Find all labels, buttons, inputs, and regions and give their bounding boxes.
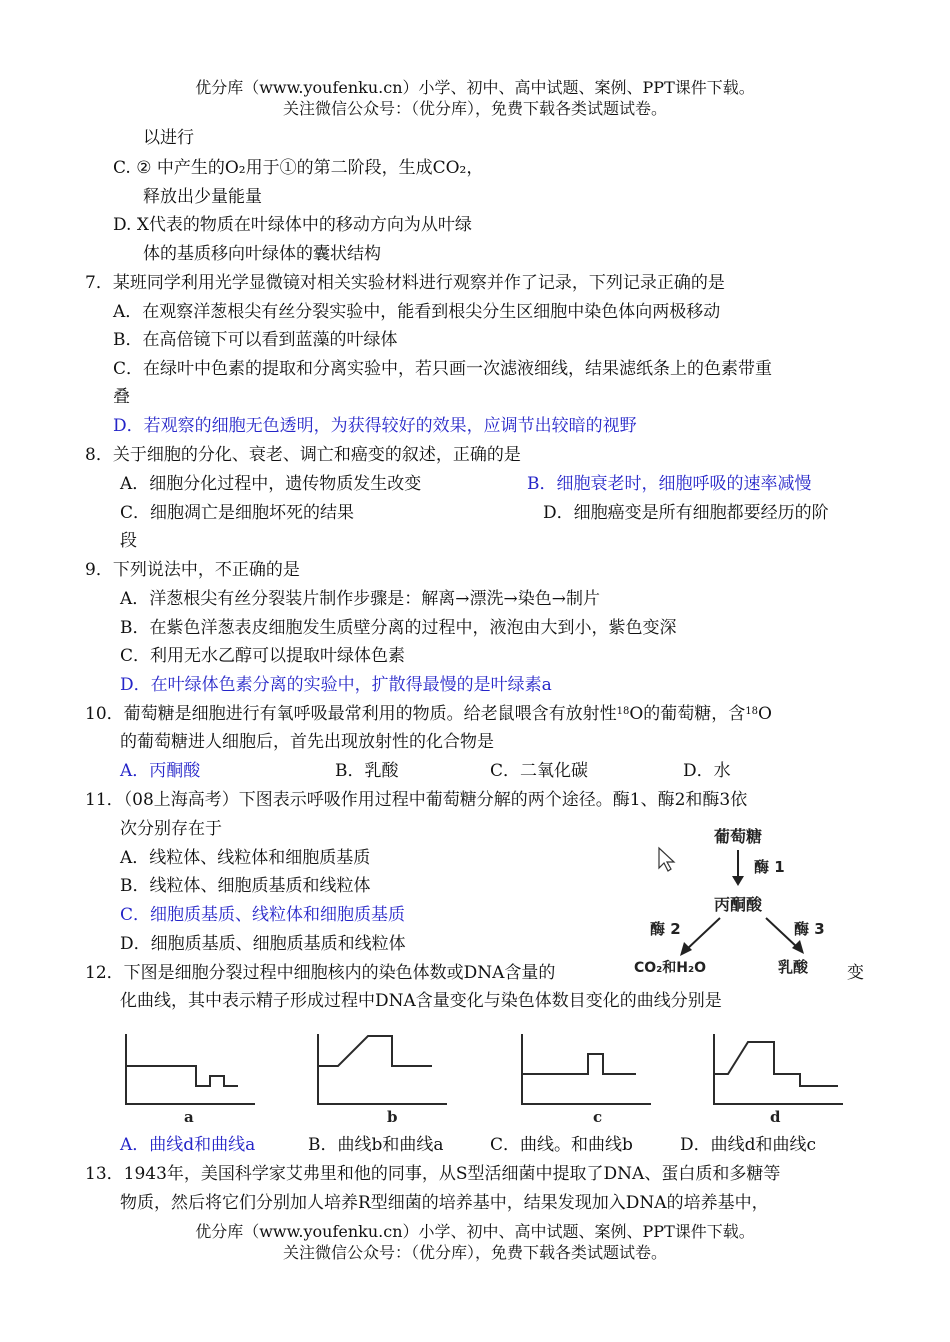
q11-option-d: D．细胞质基质、细胞质基质和线粒体 xyxy=(120,934,406,954)
page-header-line2: 关注微信公众号：（优分库），免费下载各类试题试卷。 xyxy=(282,99,667,118)
q10-stem: 10．葡萄糖是细胞进行有氧呼吸最常利用的物质。给老鼠喂含有放射性$^{18}$O的葡萄糖，含$^{18}$O xyxy=(85,704,772,724)
q12-option-a-answer: A．曲线d和曲线a xyxy=(120,1135,256,1155)
q7-option-b: B．在高倍镜下可以看到蓝藻的叶绿体 xyxy=(113,330,398,350)
q12-stem-cont: 化曲线，其中表示精子形成过程中DNA含量变化与染色体数目变化的曲线分别是 xyxy=(120,991,722,1011)
q8-option-d: D．细胞癌变是所有细胞都要经历的阶 xyxy=(543,503,829,523)
q11-option-b: B．线粒体、细胞质基质和线粒体 xyxy=(120,876,371,896)
diagram-glucose-label: 葡萄糖 xyxy=(714,827,763,846)
q6-option-c: C. ② 中产生的O₂用于①的第二阶段，生成CO₂， xyxy=(113,158,484,178)
q10-stem-cont: 的葡萄糖进人细胞后，首先出现放射性的化合物是 xyxy=(120,732,494,752)
curve-b-axes xyxy=(318,1034,447,1104)
curve-a-axes xyxy=(126,1034,255,1104)
q8-option-a: A．细胞分化过程中，遗传物质发生改变 xyxy=(120,474,422,494)
q13-stem: 13．1943年，美国科学家艾弗里和他的同事，从S型活细菌中提取了DNA、蛋白质和多糖等 xyxy=(85,1164,781,1184)
q10-option-c: C．二氧化碳 xyxy=(490,761,589,781)
q11-stem-cont: 次分别存在于 xyxy=(120,819,222,839)
curve-label-d: d xyxy=(770,1108,781,1126)
q8-stem: 8．关于细胞的分化、衰老、调亡和癌变的叙述，正确的是 xyxy=(85,445,521,465)
diagram-co2-h2o-label: CO₂和H₂O xyxy=(634,960,707,976)
q7-option-c-cont: 叠 xyxy=(113,387,130,407)
curve-label-b: b xyxy=(387,1108,398,1126)
diagram-enzyme3-label: 酶 3 xyxy=(794,920,825,938)
q12-option-c: C．曲线。和曲线b xyxy=(490,1135,633,1155)
arrow-head-right xyxy=(792,940,804,954)
q12-option-b: B．曲线b和曲线a xyxy=(308,1135,444,1155)
q13-stem-cont: 物质，然后将它们分别加人培养R型细菌的培养基中，结果发现加入DNA的培养基中， xyxy=(120,1193,769,1213)
q7-option-a: A．在观察洋葱根尖有丝分裂实验中，能看到根尖分生区细胞中染色体向两极移动 xyxy=(113,302,721,322)
q9-option-d-answer: D．在叶绿体色素分离的实验中，扩散得最慢的是叶绿素a xyxy=(120,675,552,695)
arrow-pyruvate-to-co2 xyxy=(686,918,720,950)
curve-label-c: c xyxy=(593,1108,603,1126)
q9-option-b: B．在紫色洋葱表皮细胞发生质壁分离的过程中，液泡由大到小，紫色变深 xyxy=(120,618,677,638)
diagram-pyruvate-label: 丙酮酸 xyxy=(714,895,763,914)
page-header-line1: 优分库（www.youfenku.cn）小学、初中、高中试题、案例、PPT课件下载。 xyxy=(195,78,755,97)
curve-d-line xyxy=(714,1042,838,1086)
q6-continuation: 以进行 xyxy=(143,128,194,148)
diagram-enzyme1-label: 酶 1 xyxy=(754,858,785,876)
q10-option-a-answer: A．丙酮酸 xyxy=(120,761,201,781)
q10-option-d: D．水 xyxy=(683,761,731,781)
q8-option-c: C．细胞凋亡是细胞坏死的结果 xyxy=(120,503,355,523)
page-footer-line1: 优分库（www.youfenku.cn）小学、初中、高中试题、案例、PPT课件下载。 xyxy=(195,1222,755,1241)
q8-option-b-answer: B．细胞衰老时，细胞呼吸的速率减慢 xyxy=(527,474,812,494)
curve-label-a: a xyxy=(184,1108,194,1126)
respiration-pathway-diagram xyxy=(628,822,838,982)
q7-stem: 7．某班同学利用光学显微镜对相关实验材料进行观察并作了记录，下列记录正确的是 xyxy=(85,273,725,293)
q12-stem-end: 变 xyxy=(847,963,864,983)
diagram-enzyme2-label: 酶 2 xyxy=(650,920,681,938)
q6-option-c-cont: 释放出少量能量 xyxy=(143,187,262,207)
q7-option-d-answer: D．若观察的细胞无色透明，为获得较好的效果，应调节出较暗的视野 xyxy=(113,416,637,436)
diagram-lactate-label: 乳酸 xyxy=(778,958,809,976)
curve-b-line xyxy=(318,1036,432,1066)
q11-option-c-answer: C．细胞质基质、线粒体和细胞质基质 xyxy=(120,905,406,925)
q7-option-c: C．在绿叶中色素的提取和分离实验中，若只画一次滤液细线，结果滤纸条上的色素带重 xyxy=(113,359,773,379)
curve-d-axes xyxy=(714,1034,843,1104)
q9-option-a: A．洋葱根尖有丝分裂装片制作步骤是：解离→漂洗→染色→制片 xyxy=(120,589,601,609)
curve-c-axes xyxy=(522,1034,651,1104)
q6-option-d: D. X代表的物质在叶绿体中的移动方向为从叶绿 xyxy=(113,215,472,235)
dna-chromosome-curves xyxy=(110,1028,850,1128)
q12-option-d: D．曲线d和曲线c xyxy=(680,1135,817,1155)
arrow-head-left xyxy=(680,942,692,956)
q9-stem: 9．下列说法中，不正确的是 xyxy=(85,560,300,580)
q11-stem: 11．（08上海高考）下图表示呼吸作用过程中葡萄糖分解的两个途径。酶1、酶2和酶3依 xyxy=(85,790,748,810)
arrow-head-down xyxy=(732,876,744,886)
q11-option-a: A．线粒体、线粒体和细胞质基质 xyxy=(120,848,371,868)
q9-option-c: C．利用无水乙醇可以提取叶绿体色素 xyxy=(120,646,406,666)
page-footer-line2: 关注微信公众号：（优分库），免费下载各类试题试卷。 xyxy=(282,1243,667,1262)
q8-option-d-cont: 段 xyxy=(120,531,137,551)
q6-option-d-cont: 体的基质移向叶绿体的囊状结构 xyxy=(143,244,381,264)
q12-stem: 12．下图是细胞分裂过程中细胞核内的染色体数或DNA含量的 xyxy=(85,963,556,983)
curve-c-line xyxy=(522,1054,636,1074)
cursor-icon xyxy=(659,848,674,871)
curve-a-line xyxy=(126,1066,238,1086)
q10-option-b: B．乳酸 xyxy=(335,761,399,781)
